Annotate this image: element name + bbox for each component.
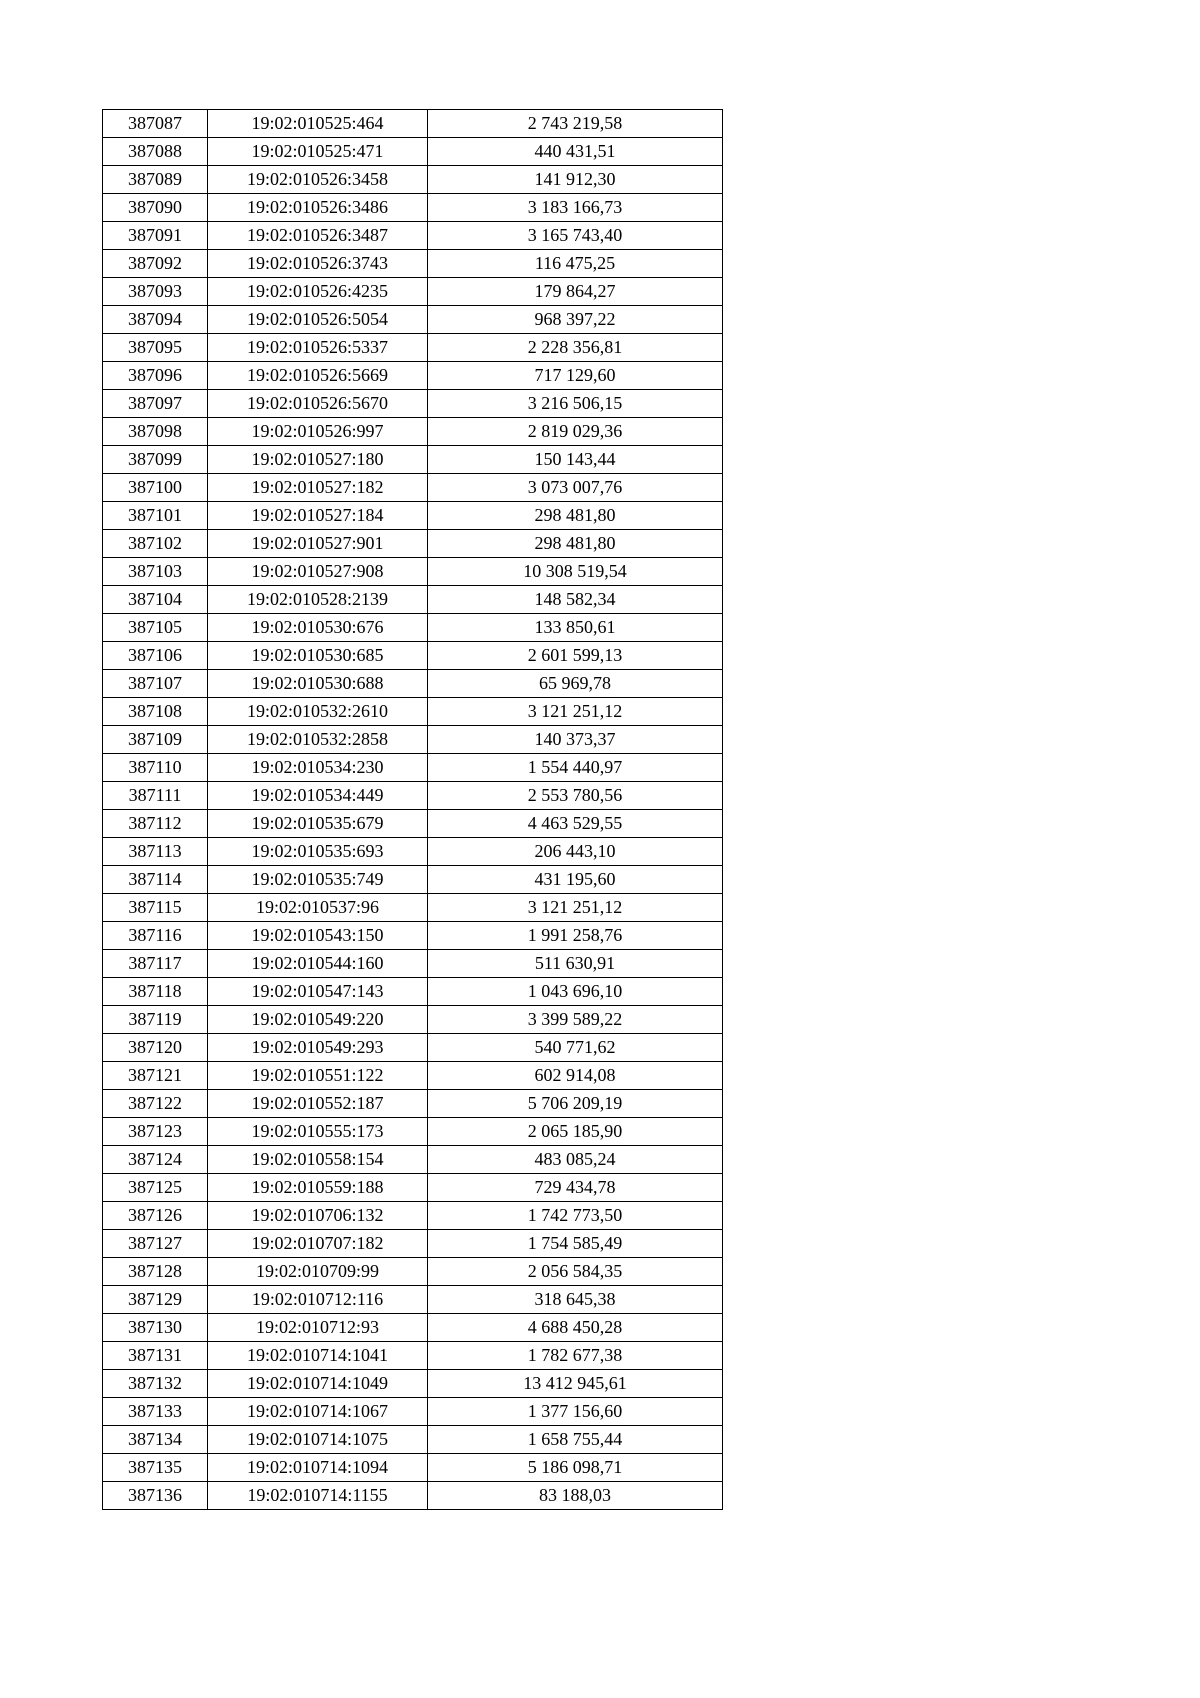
row-number-cell: 387095 xyxy=(103,334,208,362)
cadastral-number-cell: 19:02:010526:5670 xyxy=(208,390,428,418)
cadastral-value-cell: 65 969,78 xyxy=(428,670,723,698)
cadastral-value-cell: 298 481,80 xyxy=(428,530,723,558)
row-number-cell: 387092 xyxy=(103,250,208,278)
cadastral-number-cell: 19:02:010551:122 xyxy=(208,1062,428,1090)
cadastral-number-cell: 19:02:010535:749 xyxy=(208,866,428,894)
cadastral-value-cell: 483 085,24 xyxy=(428,1146,723,1174)
row-number-cell: 387104 xyxy=(103,586,208,614)
cadastral-value-cell: 148 582,34 xyxy=(428,586,723,614)
row-number-cell: 387111 xyxy=(103,782,208,810)
cadastral-number-cell: 19:02:010706:132 xyxy=(208,1202,428,1230)
table-row xyxy=(103,1118,723,1146)
table-row xyxy=(103,446,723,474)
table-row xyxy=(103,166,723,194)
cadastral-value-cell: 440 431,51 xyxy=(428,138,723,166)
table-row xyxy=(103,1202,723,1230)
row-number-cell: 387102 xyxy=(103,530,208,558)
cadastral-number-cell: 19:02:010544:160 xyxy=(208,950,428,978)
table-row xyxy=(103,1426,723,1454)
cadastral-number-cell: 19:02:010714:1067 xyxy=(208,1398,428,1426)
cadastral-value-cell: 206 443,10 xyxy=(428,838,723,866)
cadastral-value-cell: 3 121 251,12 xyxy=(428,698,723,726)
cadastral-number-cell: 19:02:010714:1049 xyxy=(208,1370,428,1398)
table-row xyxy=(103,1454,723,1482)
table-row xyxy=(103,586,723,614)
row-number-cell: 387087 xyxy=(103,110,208,138)
table-row xyxy=(103,530,723,558)
table-row xyxy=(103,1146,723,1174)
row-number-cell: 387110 xyxy=(103,754,208,782)
table-row xyxy=(103,614,723,642)
cadastral-value-cell: 2 065 185,90 xyxy=(428,1118,723,1146)
cadastral-value-cell: 133 850,61 xyxy=(428,614,723,642)
row-number-cell: 387105 xyxy=(103,614,208,642)
table-row xyxy=(103,334,723,362)
row-number-cell: 387107 xyxy=(103,670,208,698)
cadastral-number-cell: 19:02:010532:2858 xyxy=(208,726,428,754)
table-row xyxy=(103,810,723,838)
cadastral-value-cell: 1 658 755,44 xyxy=(428,1426,723,1454)
table-row xyxy=(103,222,723,250)
row-number-cell: 387096 xyxy=(103,362,208,390)
cadastral-value-cell: 602 914,08 xyxy=(428,1062,723,1090)
cadastral-value-cell: 729 434,78 xyxy=(428,1174,723,1202)
table-row xyxy=(103,1258,723,1286)
cadastral-number-cell: 19:02:010526:997 xyxy=(208,418,428,446)
row-number-cell: 387106 xyxy=(103,642,208,670)
table-row xyxy=(103,754,723,782)
cadastral-value-cell: 150 143,44 xyxy=(428,446,723,474)
cadastral-value-cell: 2 056 584,35 xyxy=(428,1258,723,1286)
row-number-cell: 387136 xyxy=(103,1482,208,1510)
cadastral-number-cell: 19:02:010527:184 xyxy=(208,502,428,530)
table-row xyxy=(103,1342,723,1370)
cadastral-number-cell: 19:02:010530:685 xyxy=(208,642,428,670)
row-number-cell: 387125 xyxy=(103,1174,208,1202)
row-number-cell: 387118 xyxy=(103,978,208,1006)
table-row xyxy=(103,642,723,670)
cadastral-number-cell: 19:02:010714:1155 xyxy=(208,1482,428,1510)
row-number-cell: 387134 xyxy=(103,1426,208,1454)
table-row xyxy=(103,250,723,278)
cadastral-value-cell: 116 475,25 xyxy=(428,250,723,278)
cadastral-value-cell: 3 073 007,76 xyxy=(428,474,723,502)
table-row xyxy=(103,670,723,698)
row-number-cell: 387120 xyxy=(103,1034,208,1062)
row-number-cell: 387094 xyxy=(103,306,208,334)
cadastral-value-cell: 1 742 773,50 xyxy=(428,1202,723,1230)
cadastral-number-cell: 19:02:010530:676 xyxy=(208,614,428,642)
cadastral-value-cell: 1 754 585,49 xyxy=(428,1230,723,1258)
cadastral-value-cell: 1 554 440,97 xyxy=(428,754,723,782)
table-row xyxy=(103,110,723,138)
cadastral-number-cell: 19:02:010526:5337 xyxy=(208,334,428,362)
cadastral-value-cell: 179 864,27 xyxy=(428,278,723,306)
table-row xyxy=(103,558,723,586)
row-number-cell: 387098 xyxy=(103,418,208,446)
row-number-cell: 387133 xyxy=(103,1398,208,1426)
cadastral-number-cell: 19:02:010526:4235 xyxy=(208,278,428,306)
cadastral-value-cell: 83 188,03 xyxy=(428,1482,723,1510)
cadastral-number-cell: 19:02:010527:908 xyxy=(208,558,428,586)
cadastral-value-cell: 1 782 677,38 xyxy=(428,1342,723,1370)
row-number-cell: 387112 xyxy=(103,810,208,838)
cadastral-number-cell: 19:02:010537:96 xyxy=(208,894,428,922)
row-number-cell: 387121 xyxy=(103,1062,208,1090)
table-row xyxy=(103,1174,723,1202)
cadastral-number-cell: 19:02:010530:688 xyxy=(208,670,428,698)
cadastral-number-cell: 19:02:010526:3743 xyxy=(208,250,428,278)
row-number-cell: 387093 xyxy=(103,278,208,306)
cadastral-number-cell: 19:02:010532:2610 xyxy=(208,698,428,726)
table-row xyxy=(103,418,723,446)
row-number-cell: 387123 xyxy=(103,1118,208,1146)
cadastral-value-cell: 298 481,80 xyxy=(428,502,723,530)
cadastral-number-cell: 19:02:010712:116 xyxy=(208,1286,428,1314)
table-row xyxy=(103,1314,723,1342)
table-row xyxy=(103,1034,723,1062)
table-row xyxy=(103,306,723,334)
cadastral-value-cell: 431 195,60 xyxy=(428,866,723,894)
table-row xyxy=(103,1062,723,1090)
row-number-cell: 387091 xyxy=(103,222,208,250)
row-number-cell: 387131 xyxy=(103,1342,208,1370)
table-body xyxy=(103,110,723,1510)
cadastral-number-cell: 19:02:010525:464 xyxy=(208,110,428,138)
cadastral-number-cell: 19:02:010559:188 xyxy=(208,1174,428,1202)
cadastral-number-cell: 19:02:010707:182 xyxy=(208,1230,428,1258)
cadastral-value-cell: 3 121 251,12 xyxy=(428,894,723,922)
row-number-cell: 387115 xyxy=(103,894,208,922)
cadastral-number-cell: 19:02:010714:1041 xyxy=(208,1342,428,1370)
cadastral-value-cell: 717 129,60 xyxy=(428,362,723,390)
table-row xyxy=(103,782,723,810)
row-number-cell: 387090 xyxy=(103,194,208,222)
cadastral-value-cell: 1 377 156,60 xyxy=(428,1398,723,1426)
cadastral-number-cell: 19:02:010552:187 xyxy=(208,1090,428,1118)
table-row xyxy=(103,1230,723,1258)
cadastral-number-cell: 19:02:010526:3487 xyxy=(208,222,428,250)
cadastral-number-cell: 19:02:010535:693 xyxy=(208,838,428,866)
cadastral-value-cell: 1 991 258,76 xyxy=(428,922,723,950)
cadastral-number-cell: 19:02:010547:143 xyxy=(208,978,428,1006)
cadastral-value-cell: 3 183 166,73 xyxy=(428,194,723,222)
row-number-cell: 387130 xyxy=(103,1314,208,1342)
cadastral-value-cell: 2 601 599,13 xyxy=(428,642,723,670)
table-row xyxy=(103,726,723,754)
table-row xyxy=(103,978,723,1006)
cadastral-value-cell: 3 399 589,22 xyxy=(428,1006,723,1034)
cadastral-number-cell: 19:02:010526:5669 xyxy=(208,362,428,390)
cadastral-value-cell: 10 308 519,54 xyxy=(428,558,723,586)
row-number-cell: 387109 xyxy=(103,726,208,754)
cadastral-number-cell: 19:02:010534:449 xyxy=(208,782,428,810)
table-row xyxy=(103,502,723,530)
row-number-cell: 387117 xyxy=(103,950,208,978)
cadastral-number-cell: 19:02:010525:471 xyxy=(208,138,428,166)
cadastral-number-cell: 19:02:010714:1094 xyxy=(208,1454,428,1482)
cadastral-value-cell: 5 186 098,71 xyxy=(428,1454,723,1482)
cadastral-number-cell: 19:02:010543:150 xyxy=(208,922,428,950)
row-number-cell: 387129 xyxy=(103,1286,208,1314)
row-number-cell: 387099 xyxy=(103,446,208,474)
row-number-cell: 387116 xyxy=(103,922,208,950)
row-number-cell: 387108 xyxy=(103,698,208,726)
row-number-cell: 387128 xyxy=(103,1258,208,1286)
table-row xyxy=(103,1090,723,1118)
cadastral-value-cell: 540 771,62 xyxy=(428,1034,723,1062)
cadastral-number-cell: 19:02:010527:182 xyxy=(208,474,428,502)
cadastral-value-cell: 140 373,37 xyxy=(428,726,723,754)
cadastral-value-cell: 4 688 450,28 xyxy=(428,1314,723,1342)
cadastral-number-cell: 19:02:010526:3458 xyxy=(208,166,428,194)
row-number-cell: 387103 xyxy=(103,558,208,586)
table-row xyxy=(103,278,723,306)
cadastral-value-cell: 318 645,38 xyxy=(428,1286,723,1314)
table-row xyxy=(103,1370,723,1398)
cadastral-number-cell: 19:02:010549:220 xyxy=(208,1006,428,1034)
table-row xyxy=(103,894,723,922)
row-number-cell: 387100 xyxy=(103,474,208,502)
cadastral-number-cell: 19:02:010534:230 xyxy=(208,754,428,782)
cadastral-number-cell: 19:02:010528:2139 xyxy=(208,586,428,614)
cadastral-value-cell: 511 630,91 xyxy=(428,950,723,978)
cadastral-number-cell: 19:02:010526:5054 xyxy=(208,306,428,334)
table-row xyxy=(103,698,723,726)
row-number-cell: 387126 xyxy=(103,1202,208,1230)
cadastral-value-cell: 4 463 529,55 xyxy=(428,810,723,838)
cadastral-number-cell: 19:02:010555:173 xyxy=(208,1118,428,1146)
cadastral-value-cell: 2 553 780,56 xyxy=(428,782,723,810)
cadastral-number-cell: 19:02:010558:154 xyxy=(208,1146,428,1174)
cadastral-number-cell: 19:02:010714:1075 xyxy=(208,1426,428,1454)
table-row xyxy=(103,866,723,894)
cadastral-value-table xyxy=(102,109,723,1510)
cadastral-number-cell: 19:02:010535:679 xyxy=(208,810,428,838)
table-row xyxy=(103,138,723,166)
cadastral-value-cell: 3 165 743,40 xyxy=(428,222,723,250)
table-row xyxy=(103,1006,723,1034)
cadastral-number-cell: 19:02:010549:293 xyxy=(208,1034,428,1062)
cadastral-number-cell: 19:02:010709:99 xyxy=(208,1258,428,1286)
cadastral-value-cell: 5 706 209,19 xyxy=(428,1090,723,1118)
row-number-cell: 387132 xyxy=(103,1370,208,1398)
row-number-cell: 387088 xyxy=(103,138,208,166)
row-number-cell: 387113 xyxy=(103,838,208,866)
table-row xyxy=(103,1482,723,1510)
table-row xyxy=(103,1286,723,1314)
row-number-cell: 387089 xyxy=(103,166,208,194)
table-row xyxy=(103,1398,723,1426)
cadastral-number-cell: 19:02:010527:901 xyxy=(208,530,428,558)
cadastral-value-cell: 141 912,30 xyxy=(428,166,723,194)
cadastral-value-cell: 2 743 219,58 xyxy=(428,110,723,138)
row-number-cell: 387097 xyxy=(103,390,208,418)
row-number-cell: 387101 xyxy=(103,502,208,530)
row-number-cell: 387127 xyxy=(103,1230,208,1258)
table-row xyxy=(103,390,723,418)
row-number-cell: 387122 xyxy=(103,1090,208,1118)
row-number-cell: 387124 xyxy=(103,1146,208,1174)
cadastral-number-cell: 19:02:010526:3486 xyxy=(208,194,428,222)
table-row xyxy=(103,950,723,978)
cadastral-value-cell: 3 216 506,15 xyxy=(428,390,723,418)
table-row xyxy=(103,474,723,502)
row-number-cell: 387119 xyxy=(103,1006,208,1034)
table-row xyxy=(103,362,723,390)
cadastral-number-cell: 19:02:010712:93 xyxy=(208,1314,428,1342)
cadastral-value-cell: 1 043 696,10 xyxy=(428,978,723,1006)
cadastral-value-cell: 2 819 029,36 xyxy=(428,418,723,446)
cadastral-value-cell: 2 228 356,81 xyxy=(428,334,723,362)
table-row xyxy=(103,194,723,222)
table-row xyxy=(103,922,723,950)
cadastral-number-cell: 19:02:010527:180 xyxy=(208,446,428,474)
cadastral-value-cell: 13 412 945,61 xyxy=(428,1370,723,1398)
cadastral-value-cell: 968 397,22 xyxy=(428,306,723,334)
row-number-cell: 387135 xyxy=(103,1454,208,1482)
row-number-cell: 387114 xyxy=(103,866,208,894)
table-row xyxy=(103,838,723,866)
